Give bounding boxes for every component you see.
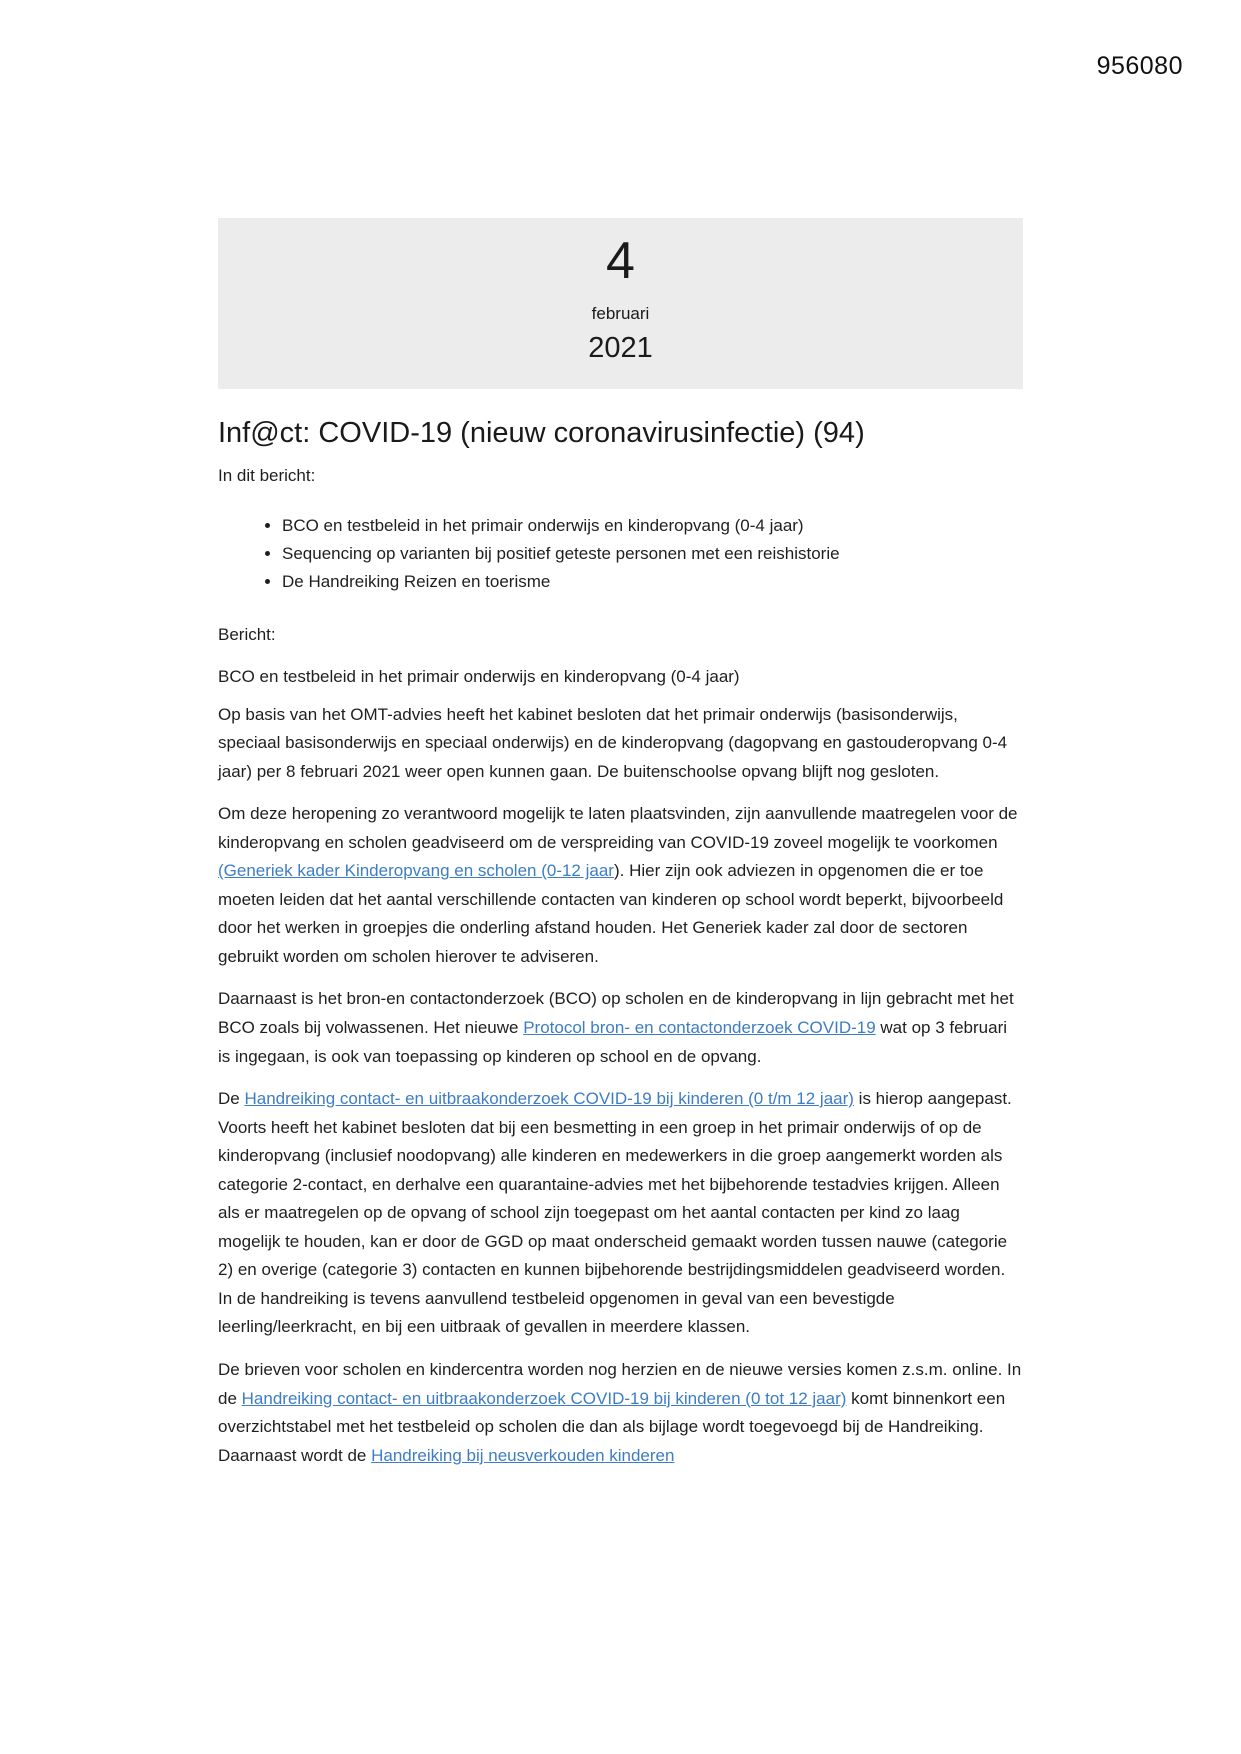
date-year: 2021 [588, 332, 653, 365]
date-day: 4 [606, 232, 635, 290]
topic-item: • BCO en testbeleid in het primair onderwijs en kinderopvang (0-4 jaar) [282, 512, 1023, 540]
text-run: wat op 3 februari is ingegaan, is ook van toepassing op kinderen op school en de opvang. [218, 1018, 1008, 1066]
subheading: BCO en testbeleid in het primair onderwijs en kinderopvang (0-4 jaar) [218, 666, 740, 686]
date-box [218, 218, 1023, 389]
text-run: komt binnenkort een overzichtstabel met het testbeleid op scholen die dan als bijlage wordt toegevoegd bij de Handreiking. Daarnaast wordt de [218, 1388, 1006, 1465]
bericht-label: Bericht: [218, 624, 276, 644]
topic-item: • De Handreiking Reizen en toerisme [282, 568, 1023, 596]
paragraph [218, 985, 1023, 1071]
text-link[interactable]: Protocol bron- en contactonderzoek COVID-19 [523, 1018, 876, 1037]
page-title: Inf@ct: COVID-19 (nieuw coronavirusinfectie) (94) [218, 417, 865, 450]
text-link[interactable]: Handreiking bij neusverkouden kinderen [371, 1445, 675, 1465]
topic-item: • Sequencing op varianten bij positief geteste personen met een reishistorie [282, 540, 1023, 568]
topics-list [218, 512, 1023, 596]
paragraph [218, 1356, 1023, 1470]
text-run: Daarnaast is het bron-en contactonderzoek (BCO) op scholen en de kinderopvang in lijn gebracht met het BCO zoals bij volwassenen. Het nieuwe [218, 989, 1014, 1037]
text-run: Op basis van het OMT-advies heeft het kabinet besloten dat het primair onderwijs (basisonderwijs, speciaal basisonderwijs en speciaal onderwijs) en de kinderopvang (dagopvang en gastouderopvang 0-4 jaar) per 8 februari 2021 weer open kunnen gaan. De buitenschoolse opvang blijft nog gesloten. [218, 704, 1008, 781]
text-link[interactable]: Handreiking contact- en uitbraakonderzoek COVID-19 bij kinderen (0 tot 12 jaar) [241, 1388, 847, 1408]
date-month: februari [591, 304, 650, 324]
document-body [218, 218, 1023, 1484]
text-run: ). Hier zijn ook adviezen in opgenomen die er toe moeten leiden dat het aantal verschillende contacten van kinderen op school wordt beperkt, bijvoorbeeld door het werken in groepjes die onderling afstand houden. Het Generiek kader zal door de sectoren gebruikt worden om scholen hierover te adviseren. [218, 861, 1004, 966]
paragraph [218, 800, 1023, 971]
text-run: is hierop aangepast. Voorts heeft het kabinet besloten dat bij een besmetting in een groep in het primair onderwijs of op de kinderopvang (inclusief noodopvang) alle kinderen en medewerkers in die groep aangemerkt worden als categorie 2-contact, en derhalve een quarantaine-advies met het bijbehorende testadvies krijgen. Alleen als er maatregelen op de opvang of school zijn toegepast om het aantal contacten per kind zo laag mogelijk te houden, kan er door de GGD op maat onderscheid gemaakt worden tussen nauwe (categorie 2) en overige (categorie 3) contacten en kunnen bijbehorende bestrijdingsmiddelen geadviseerd worden. In de handreiking is tevens aanvullend testbeleid opgenomen in geval van een bevestigde leerling/leerkracht, en bij een uitbraak of gevallen in meerdere klassen. [218, 1089, 1012, 1337]
text-run: De [218, 1089, 245, 1109]
text-run: Om deze heropening zo verantwoord mogelijk te laten plaatsvinden, zijn aanvullende maatregelen voor de kinderopvang en scholen geadviseerd om de verspreiding van COVID-19 zoveel mogelijk te voorkomen [218, 804, 1018, 852]
text-link[interactable]: (Generiek kader Kinderopvang en scholen (0-12 jaar [218, 861, 614, 881]
doc-number: 956080 [1096, 52, 1183, 80]
paragraph [218, 701, 1023, 787]
intro-label: In dit bericht: [218, 466, 316, 486]
paragraph [218, 1085, 1023, 1342]
text-link[interactable]: Handreiking contact- en uitbraakonderzoek COVID-19 bij kinderen (0 t/m 12 jaar) [244, 1089, 854, 1109]
text-run: De brieven voor scholen en kindercentra worden nog herzien en de nieuwe versies komen z.s.m. online. In de [218, 1360, 1022, 1408]
